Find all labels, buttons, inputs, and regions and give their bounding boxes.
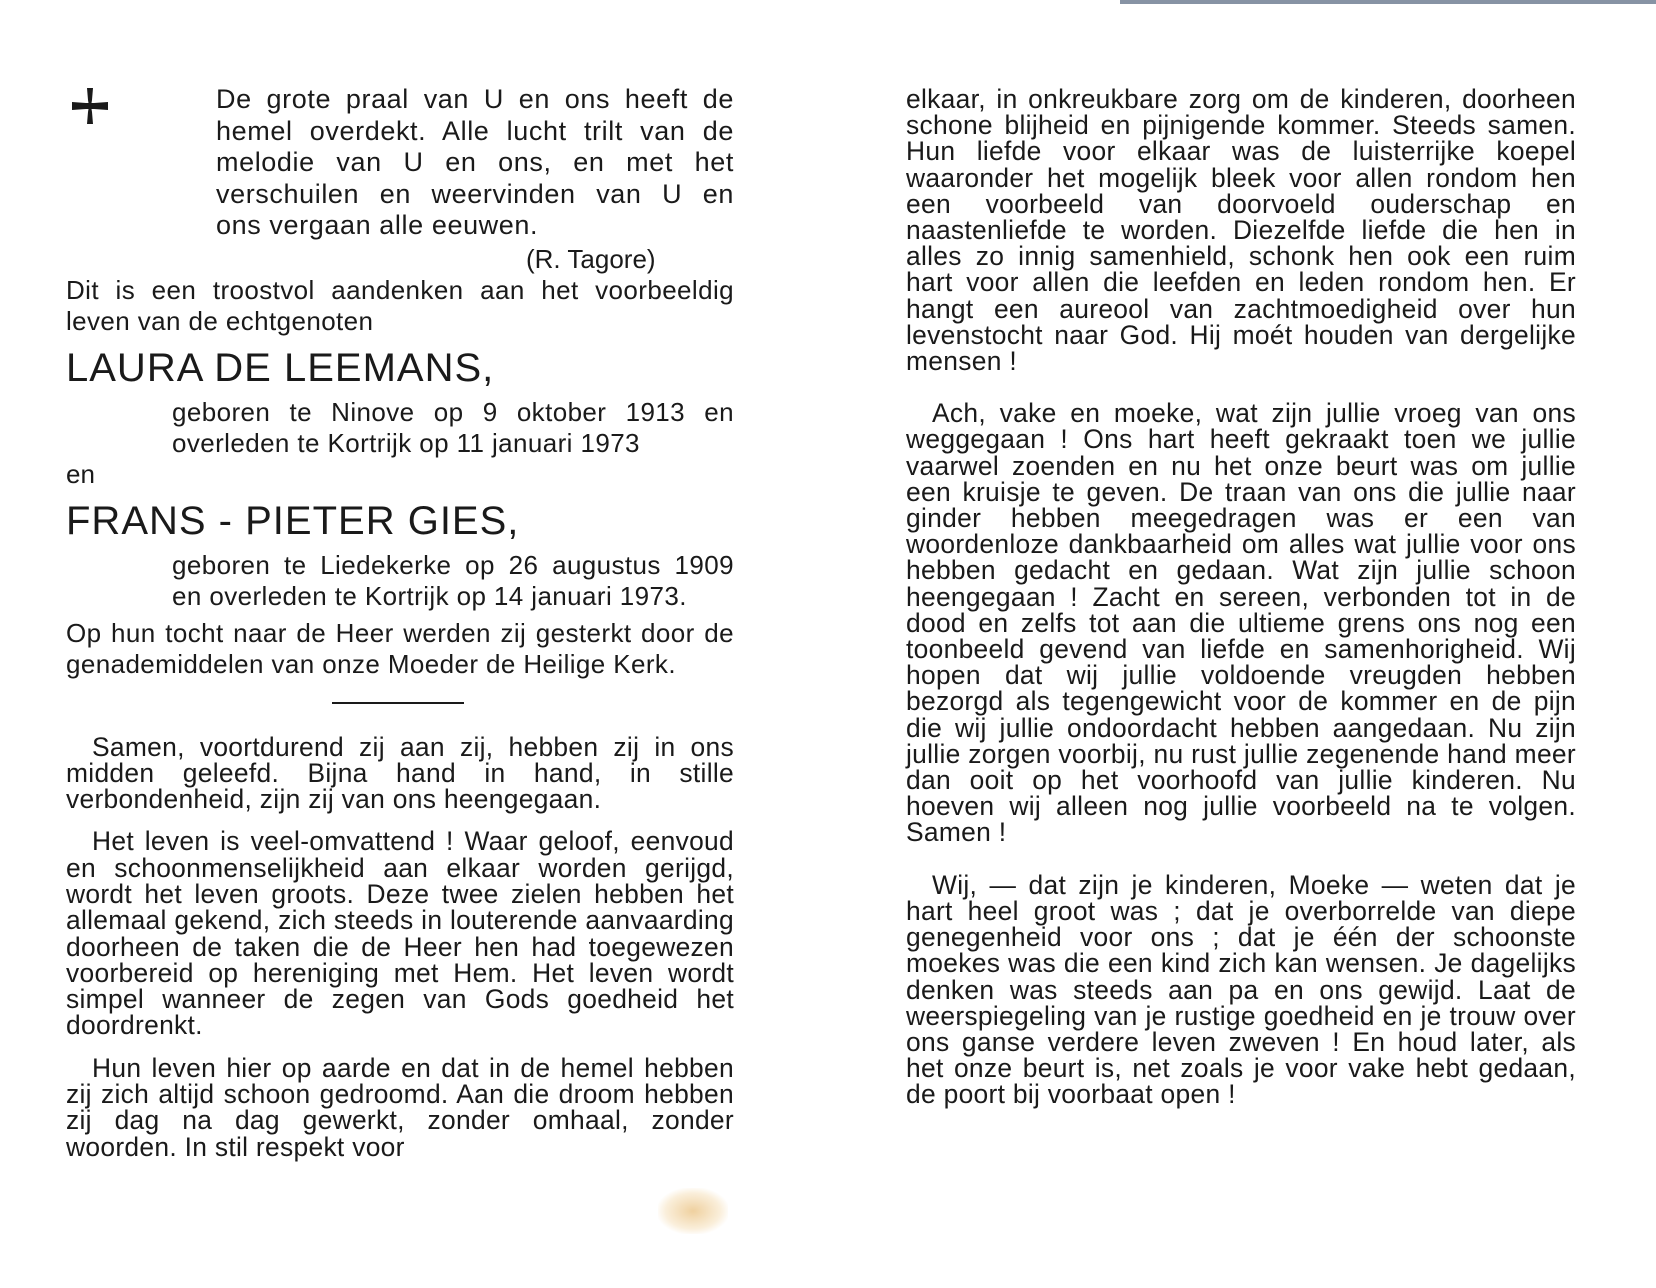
paper-stain (658, 1188, 728, 1234)
paragraph: elkaar, in onkreukbare zorg om de kinderen, doorheen schone blijheid en pijnigende kommer. Steeds samen. Hun liefde voor elkaar was de luisterrijke koepel waaronder het mogelijk bleek voor allen rondom hen een voorbeeld van doorvoeld ouderschap en naastenliefde te worden. Diezelfde liefde die hen in alles zo innig samenhield, schonk hen ook een ruim hart voor allen die leefden en leden rondom hen. Er hangt een aureool van zachtmoedigheid over hun levenstocht naar God. Hij moét houden van dergelijke mensen ! (906, 84, 1576, 377)
motto-line: hemel overdekt. Alle lucht trilt van de (216, 115, 734, 146)
card-edge-mark (1120, 0, 1656, 4)
motto-line: melodie van U en ons, en met het (216, 147, 734, 177)
motto-line: verschuilen en weervinden van U en (216, 178, 734, 209)
person2-details: geboren te Liedekerke op 26 augustus 1909 en overleden te Kortrijk op 14 januari 1973. (172, 549, 734, 611)
paragraph: Hun leven hier op aarde en dat in de hemel hebben zij zich altijd schoon gedroomd. Aan die droom hebben zij dag na dag gewerkt, zonder omhaal, zonder woorden. In stil respekt voor (66, 1052, 734, 1162)
person2-name: FRANS - PIETER GIES, (66, 498, 520, 543)
person1-details: geboren te Ninove op 9 oktober 1913 en overleden te Kortrijk op 11 januari 1973 (172, 396, 734, 458)
divider (332, 702, 464, 704)
paragraph: Ach, vake en moeke, wat zijn jullie vroeg van ons weggegaan ! Ons hart heeft gekraakt toen we jullie vaarwel zoenden en nu het onze beurt was om jullie een kruisje te geven. De traan van ons die jullie naar ginder hebben meegedragen was er een van woordenloze dankbaarheid om alles wat jullie voor ons hebben gedacht en gedaan. Wat zijn jullie schoon heengegaan ! Zacht en sereen, verbonden tot in de dood en zelfs tot aan die ultieme grens ons nog een toonbeeld gevend van liefde en samenhorigheid. Wij hopen dat wij jullie voldoende vreugden hebben bezorgd als tegengewicht voor de kommer en de pijn die wij jullie ondoordacht hebben aangedaan. Nu zijn jullie zorgen voorbij, nu rust jullie zegenende hand meer dan ooit op het voorhoofd van jullie kinderen. Nu hoeven wij alleen nog jullie voorbeeld na te volgen. Samen ! (906, 398, 1576, 848)
motto-line: De grote praal van U en ons heeft de (216, 84, 734, 114)
motto-line: ons vergaan alle eeuwen. (216, 210, 539, 240)
paragraph: Samen, voortdurend zij aan zij, hebben zij in ons midden geleefd. Bijna hand in hand, in stille verbondenheid, zijn zij van ons heengegaan. (66, 731, 734, 815)
conjunction: en (66, 458, 95, 489)
intro-text: Dit is een troostvol aandenken aan het voorbeeldig leven van de echtgenoten (66, 274, 734, 336)
paragraph: Wij, — dat zijn je kinderen, Moeke — weten dat je hart heel groot was ; dat je overborrelde van diepe genegenheid voor ons ; dat je één der schoonste moekes was die een kind zich kan wensen. Je dagelijks denken was steeds aan pa en ons gewijd. Laat de weerspiegeling van je rustige goedheid en je trouw over ons ganse verdere leven zweven ! En houd later, als het onze beurt is, net zoals je voor vake hebt gedaan, de poort bij voorbaat open ! (906, 869, 1576, 1110)
motto-attribution: (R. Tagore) (526, 243, 656, 274)
left-column (66, 84, 734, 1176)
right-column (906, 86, 1576, 1134)
paragraph: Het leven is veel-omvattend ! Waar geloof, eenvoud en schoonmenselijkheid aan elkaar worden gerijgd, wordt het leven groots. Deze twee zielen hebben het allemaal gekend, zich steeds in louterende aanvaarding doorheen de taken die de Heer hen had toegewezen voorbereid op hereniging met Hem. Het leven wordt simpel wanneer de zegen van Gods goedheid het doordrenkt. (66, 826, 734, 1041)
person1-name: LAURA DE LEEMANS, (66, 345, 495, 390)
sacraments-text: Op hun tocht naar de Heer werden zij gesterkt door de genademiddelen van onze Moeder de Heilige Kerk. (66, 617, 734, 679)
motto-quote (66, 84, 734, 275)
